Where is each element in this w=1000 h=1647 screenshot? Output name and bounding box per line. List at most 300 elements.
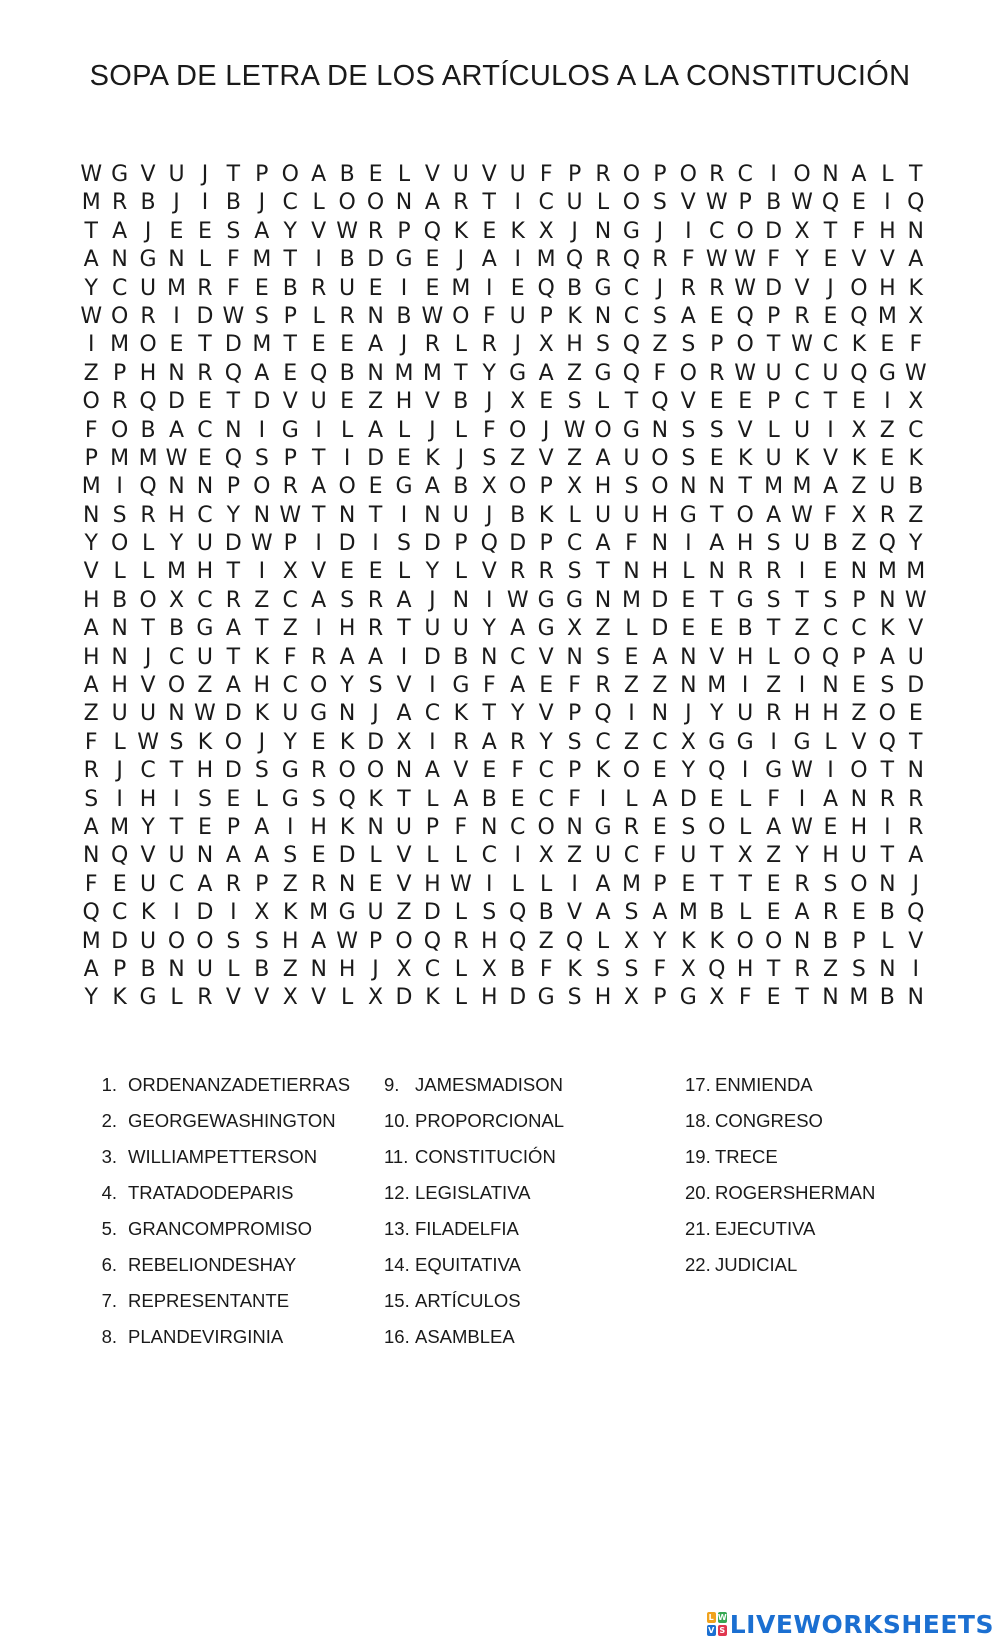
grid-cell[interactable]: M [167, 275, 186, 301]
grid-cell[interactable]: O [310, 673, 328, 699]
grid-cell[interactable]: J [116, 758, 123, 784]
grid-cell[interactable]: L [397, 162, 411, 187]
grid-cell[interactable]: P [567, 162, 582, 187]
grid-cell[interactable]: E [681, 616, 696, 642]
grid-cell[interactable]: O [622, 758, 641, 784]
grid-cell[interactable]: A [112, 218, 128, 244]
grid-cell[interactable]: C [908, 417, 924, 443]
grid-cell[interactable]: F [653, 360, 667, 386]
grid-cell[interactable]: R [623, 814, 640, 840]
grid-cell[interactable]: E [482, 758, 497, 784]
grid-cell[interactable]: R [794, 956, 810, 982]
word-search-grid[interactable] [77, 161, 930, 1013]
grid-cell[interactable]: Z [254, 587, 270, 613]
grid-cell[interactable]: L [113, 559, 126, 585]
grid-cell[interactable]: E [368, 162, 383, 187]
grid-cell[interactable]: J [372, 956, 379, 982]
grid-cell[interactable]: T [823, 389, 838, 415]
grid-cell[interactable]: Z [794, 616, 810, 642]
grid-cell[interactable]: N [879, 956, 896, 982]
grid-cell[interactable]: U [879, 474, 896, 500]
grid-cell[interactable]: T [766, 616, 781, 642]
grid-cell[interactable]: L [625, 616, 638, 642]
grid-cell[interactable]: P [738, 190, 752, 216]
grid-cell[interactable]: S [226, 218, 241, 244]
grid-cell[interactable]: J [685, 701, 692, 727]
grid-cell[interactable]: B [879, 900, 895, 926]
grid-cell[interactable]: U [196, 644, 213, 670]
grid-cell[interactable]: W [791, 814, 813, 840]
grid-cell[interactable]: V [424, 162, 440, 187]
grid-cell[interactable]: W [336, 218, 358, 244]
grid-cell[interactable]: E [340, 332, 355, 358]
grid-cell[interactable]: T [596, 559, 610, 585]
grid-cell[interactable]: A [481, 247, 497, 273]
grid-cell[interactable]: S [596, 332, 610, 358]
grid-cell[interactable]: N [907, 218, 924, 244]
grid-cell[interactable]: Z [879, 417, 895, 443]
grid-cell[interactable]: N [168, 474, 185, 500]
grid-cell[interactable]: K [681, 928, 696, 954]
grid-cell[interactable]: V [680, 389, 696, 415]
grid-cell[interactable]: H [736, 644, 754, 670]
grid-cell[interactable]: J [258, 190, 266, 216]
grid-cell[interactable]: L [113, 729, 126, 755]
grid-cell[interactable]: P [368, 928, 383, 954]
grid-cell[interactable]: E [851, 389, 866, 415]
grid-cell[interactable]: W [791, 758, 813, 784]
grid-cell[interactable]: O [878, 701, 896, 727]
grid-cell[interactable]: P [397, 218, 411, 244]
grid-cell[interactable]: Z [822, 956, 839, 982]
grid-cell[interactable]: C [282, 673, 298, 699]
grid-cell[interactable]: U [140, 928, 157, 954]
grid-cell[interactable]: Z [282, 956, 298, 982]
grid-cell[interactable]: C [822, 332, 839, 358]
grid-cell[interactable]: I [798, 786, 806, 812]
grid-cell[interactable]: V [396, 871, 412, 897]
grid-cell[interactable]: M [110, 814, 130, 840]
grid-cell[interactable]: N [907, 985, 924, 1011]
grid-cell[interactable]: Q [622, 332, 641, 358]
grid-cell[interactable]: P [283, 531, 297, 557]
grid-cell[interactable]: J [173, 190, 180, 216]
grid-cell[interactable]: G [566, 587, 584, 613]
grid-cell[interactable]: N [850, 559, 868, 585]
grid-cell[interactable]: A [453, 786, 469, 812]
grid-cell[interactable]: R [197, 360, 213, 386]
grid-cell[interactable]: K [453, 218, 469, 244]
grid-cell[interactable]: T [198, 332, 212, 358]
grid-cell[interactable]: L [739, 786, 752, 812]
grid-cell[interactable]: V [311, 985, 327, 1011]
grid-cell[interactable]: L [170, 985, 183, 1011]
grid-cell[interactable]: B [737, 616, 753, 642]
grid-cell[interactable]: N [338, 871, 356, 897]
grid-cell[interactable]: R [510, 559, 526, 585]
grid-cell[interactable]: I [741, 673, 749, 699]
grid-cell[interactable]: L [255, 786, 268, 812]
grid-cell[interactable]: Q [821, 190, 840, 216]
grid-cell[interactable]: N [424, 502, 441, 528]
grid-cell[interactable]: F [539, 956, 553, 982]
grid-cell[interactable]: R [908, 786, 924, 812]
grid-cell[interactable]: S [197, 786, 212, 812]
grid-cell[interactable]: R [311, 644, 327, 670]
grid-cell[interactable]: V [481, 162, 497, 187]
grid-cell[interactable]: E [368, 474, 383, 500]
grid-cell[interactable]: G [679, 502, 697, 528]
grid-cell[interactable]: C [197, 417, 213, 443]
grid-cell[interactable]: I [343, 445, 351, 471]
grid-cell[interactable]: X [538, 332, 554, 358]
grid-cell[interactable]: G [708, 729, 726, 755]
grid-cell[interactable]: L [568, 502, 581, 528]
grid-cell[interactable]: I [912, 956, 920, 982]
grid-cell[interactable]: R [453, 928, 469, 954]
grid-cell[interactable]: I [286, 814, 294, 840]
grid-cell[interactable]: U [452, 502, 469, 528]
grid-cell[interactable]: Y [425, 559, 440, 585]
grid-cell[interactable]: R [367, 218, 384, 244]
grid-cell[interactable]: A [311, 928, 327, 954]
grid-cell[interactable]: U [452, 162, 469, 187]
grid-cell[interactable]: R [453, 190, 469, 216]
grid-cell[interactable]: E [311, 332, 326, 358]
grid-cell[interactable]: I [884, 190, 891, 216]
grid-cell[interactable]: X [680, 729, 696, 755]
grid-cell[interactable]: M [877, 559, 897, 585]
grid-cell[interactable]: Q [622, 247, 641, 273]
grid-cell[interactable]: E [709, 389, 724, 415]
grid-cell[interactable]: H [594, 474, 612, 500]
grid-cell[interactable]: T [226, 162, 241, 187]
grid-cell[interactable]: W [250, 531, 273, 557]
grid-cell[interactable]: M [678, 900, 698, 926]
grid-cell[interactable]: A [652, 786, 668, 812]
grid-cell[interactable]: D [253, 389, 271, 415]
grid-cell[interactable]: S [681, 445, 696, 471]
grid-cell[interactable]: F [681, 247, 695, 273]
grid-cell[interactable]: U [367, 900, 384, 926]
grid-cell[interactable]: L [596, 190, 610, 216]
grid-cell[interactable]: R [197, 985, 213, 1011]
grid-cell[interactable]: J [457, 445, 465, 471]
grid-cell[interactable]: S [84, 786, 99, 812]
grid-cell[interactable]: B [282, 275, 298, 301]
grid-cell[interactable]: Q [708, 956, 726, 982]
grid-cell[interactable]: N [680, 474, 697, 500]
grid-cell[interactable]: T [311, 502, 326, 528]
grid-cell[interactable]: R [709, 360, 725, 386]
grid-cell[interactable]: E [197, 445, 212, 471]
grid-cell[interactable]: J [144, 218, 152, 244]
grid-cell[interactable]: R [879, 786, 895, 812]
grid-cell[interactable]: W [279, 502, 302, 528]
grid-cell[interactable]: N [338, 701, 356, 727]
grid-cell[interactable]: J [912, 871, 920, 897]
grid-cell[interactable]: B [538, 900, 554, 926]
grid-cell[interactable]: P [710, 332, 724, 358]
grid-cell[interactable]: N [168, 701, 185, 727]
grid-cell[interactable]: S [596, 956, 610, 982]
grid-cell[interactable]: R [311, 275, 327, 301]
grid-cell[interactable]: T [624, 389, 639, 415]
grid-cell[interactable]: J [258, 729, 266, 755]
grid-cell[interactable]: W [449, 871, 472, 897]
grid-cell[interactable]: S [567, 985, 582, 1011]
grid-cell[interactable]: R [538, 559, 554, 585]
grid-cell[interactable]: J [372, 701, 379, 727]
grid-cell[interactable]: N [82, 843, 100, 869]
grid-cell[interactable]: Q [821, 644, 840, 670]
grid-cell[interactable]: V [879, 247, 895, 273]
grid-cell[interactable]: N [168, 360, 185, 386]
grid-cell[interactable]: R [709, 275, 725, 301]
grid-cell[interactable]: A [822, 474, 838, 500]
grid-cell[interactable]: J [656, 218, 664, 244]
grid-cell[interactable]: E [908, 701, 923, 727]
grid-cell[interactable]: Y [283, 218, 297, 244]
grid-cell[interactable]: F [625, 531, 638, 557]
grid-cell[interactable]: F [84, 729, 98, 755]
grid-cell[interactable]: T [710, 843, 724, 869]
grid-cell[interactable]: B [254, 956, 270, 982]
grid-cell[interactable]: T [766, 956, 781, 982]
grid-cell[interactable]: E [681, 871, 696, 897]
grid-cell[interactable]: I [770, 729, 777, 755]
grid-cell[interactable]: I [173, 786, 180, 812]
grid-cell[interactable]: E [766, 985, 781, 1011]
grid-cell[interactable]: A [368, 644, 384, 670]
grid-cell[interactable]: F [568, 673, 581, 699]
grid-cell[interactable]: Q [139, 474, 157, 500]
grid-cell[interactable]: Q [509, 900, 527, 926]
grid-cell[interactable]: F [568, 786, 581, 812]
grid-cell[interactable]: M [536, 247, 556, 273]
grid-cell[interactable]: Z [396, 900, 412, 926]
grid-cell[interactable]: N [651, 701, 669, 727]
grid-cell[interactable]: U [907, 644, 924, 670]
grid-cell[interactable]: H [168, 502, 185, 528]
grid-cell[interactable]: K [851, 332, 867, 358]
grid-cell[interactable]: G [878, 360, 896, 386]
grid-cell[interactable]: H [822, 843, 839, 869]
grid-cell[interactable]: B [140, 190, 156, 216]
grid-cell[interactable]: K [880, 616, 895, 642]
grid-cell[interactable]: M [309, 900, 329, 926]
grid-cell[interactable]: V [794, 275, 810, 301]
grid-cell[interactable]: C [623, 275, 640, 301]
grid-cell[interactable]: K [339, 814, 355, 840]
grid-cell[interactable]: E [510, 786, 525, 812]
grid-cell[interactable]: V [396, 673, 412, 699]
grid-cell[interactable]: K [709, 928, 724, 954]
grid-cell[interactable]: E [482, 218, 497, 244]
grid-cell[interactable]: K [851, 445, 867, 471]
grid-cell[interactable]: M [764, 474, 784, 500]
grid-cell[interactable]: N [111, 247, 128, 273]
grid-cell[interactable]: A [254, 218, 270, 244]
grid-cell[interactable]: D [509, 531, 527, 557]
grid-cell[interactable]: T [141, 616, 155, 642]
grid-cell[interactable]: E [311, 843, 326, 869]
grid-cell[interactable]: P [852, 587, 866, 613]
grid-cell[interactable]: T [795, 985, 809, 1011]
grid-cell[interactable]: B [339, 247, 355, 273]
grid-cell[interactable]: G [196, 616, 214, 642]
grid-cell[interactable]: O [850, 275, 868, 301]
grid-cell[interactable]: Y [795, 843, 809, 869]
grid-cell[interactable]: L [198, 247, 212, 273]
grid-cell[interactable]: P [539, 531, 553, 557]
grid-cell[interactable]: I [628, 701, 635, 727]
grid-cell[interactable]: S [254, 303, 269, 329]
grid-cell[interactable]: N [196, 474, 214, 500]
grid-cell[interactable]: A [83, 616, 99, 642]
grid-cell[interactable]: J [542, 417, 550, 443]
grid-cell[interactable]: N [822, 673, 839, 699]
grid-cell[interactable]: D [367, 247, 385, 273]
grid-cell[interactable]: I [798, 673, 806, 699]
grid-cell[interactable]: R [680, 275, 696, 301]
grid-cell[interactable]: J [486, 502, 493, 528]
grid-cell[interactable]: S [823, 871, 838, 897]
grid-cell[interactable]: R [794, 871, 810, 897]
grid-cell[interactable]: W [506, 587, 529, 613]
grid-cell[interactable]: Z [652, 673, 668, 699]
grid-cell[interactable]: W [904, 360, 927, 386]
grid-cell[interactable]: F [227, 275, 240, 301]
grid-cell[interactable]: U [765, 360, 782, 386]
grid-cell[interactable]: O [708, 814, 726, 840]
grid-cell[interactable]: R [765, 701, 782, 727]
grid-cell[interactable]: U [196, 531, 213, 557]
grid-cell[interactable]: W [80, 162, 103, 187]
grid-cell[interactable]: M [138, 445, 158, 471]
grid-cell[interactable]: P [653, 162, 667, 187]
grid-cell[interactable]: N [708, 474, 725, 500]
grid-cell[interactable]: T [710, 587, 724, 613]
grid-cell[interactable]: G [736, 729, 754, 755]
grid-cell[interactable]: N [680, 673, 697, 699]
grid-cell[interactable]: L [739, 900, 752, 926]
grid-cell[interactable]: S [169, 729, 184, 755]
grid-cell[interactable]: X [794, 218, 810, 244]
grid-cell[interactable]: S [482, 900, 497, 926]
grid-cell[interactable]: V [140, 162, 156, 187]
grid-cell[interactable]: G [111, 162, 129, 187]
grid-cell[interactable]: I [770, 162, 777, 187]
grid-cell[interactable]: E [539, 673, 554, 699]
grid-cell[interactable]: L [540, 871, 553, 897]
grid-cell[interactable]: F [539, 162, 553, 187]
grid-cell[interactable]: K [595, 758, 611, 784]
grid-cell[interactable]: L [454, 956, 467, 982]
grid-cell[interactable]: E [851, 190, 866, 216]
grid-cell[interactable]: D [338, 843, 356, 869]
grid-cell[interactable]: D [367, 445, 385, 471]
grid-cell[interactable]: O [850, 758, 868, 784]
grid-cell[interactable]: E [311, 729, 326, 755]
grid-cell[interactable]: Y [84, 531, 98, 557]
grid-cell[interactable]: E [397, 445, 411, 471]
grid-cell[interactable]: K [908, 445, 923, 471]
grid-cell[interactable]: G [395, 474, 413, 500]
grid-cell[interactable]: C [538, 786, 554, 812]
grid-cell[interactable]: V [282, 389, 298, 415]
grid-cell[interactable]: L [340, 985, 354, 1011]
grid-cell[interactable]: U [793, 531, 811, 557]
grid-cell[interactable]: Z [83, 701, 99, 727]
grid-cell[interactable]: X [709, 985, 725, 1011]
grid-cell[interactable]: C [623, 303, 640, 329]
grid-cell[interactable]: Z [766, 843, 782, 869]
grid-cell[interactable]: C [510, 644, 526, 670]
grid-cell[interactable]: B [879, 985, 895, 1011]
grid-cell[interactable]: R [765, 559, 782, 585]
grid-cell[interactable]: E [197, 814, 212, 840]
grid-cell[interactable]: H [82, 644, 100, 670]
grid-cell[interactable]: A [424, 190, 440, 216]
grid-cell[interactable]: X [538, 218, 554, 244]
grid-cell[interactable]: I [315, 417, 322, 443]
grid-cell[interactable]: A [851, 162, 867, 187]
grid-cell[interactable]: E [709, 303, 724, 329]
grid-cell[interactable]: D [423, 900, 441, 926]
grid-cell[interactable]: D [509, 985, 527, 1011]
grid-cell[interactable]: I [315, 616, 322, 642]
grid-cell[interactable]: H [139, 360, 157, 386]
grid-cell[interactable]: O [537, 814, 555, 840]
grid-cell[interactable]: D [679, 786, 697, 812]
grid-cell[interactable]: D [367, 729, 385, 755]
grid-cell[interactable]: N [680, 644, 697, 670]
grid-cell[interactable]: T [482, 701, 496, 727]
grid-cell[interactable]: O [338, 190, 356, 216]
grid-cell[interactable]: R [453, 729, 469, 755]
grid-cell[interactable]: Q [565, 928, 584, 954]
grid-cell[interactable]: O [793, 162, 811, 187]
grid-cell[interactable]: T [255, 616, 269, 642]
grid-cell[interactable]: W [705, 247, 728, 273]
grid-cell[interactable]: Q [708, 758, 726, 784]
grid-cell[interactable]: H [879, 218, 896, 244]
grid-cell[interactable]: H [253, 673, 271, 699]
grid-cell[interactable]: N [594, 218, 612, 244]
grid-cell[interactable]: Q [423, 218, 442, 244]
grid-cell[interactable]: G [537, 587, 555, 613]
grid-cell[interactable]: U [424, 616, 441, 642]
grid-cell[interactable]: D [907, 673, 925, 699]
grid-cell[interactable]: L [511, 871, 524, 897]
grid-cell[interactable]: S [254, 928, 269, 954]
grid-cell[interactable]: O [651, 474, 669, 500]
grid-cell[interactable]: N [566, 644, 583, 670]
grid-cell[interactable]: G [281, 417, 299, 443]
grid-cell[interactable]: X [254, 900, 270, 926]
grid-cell[interactable]: X [737, 843, 753, 869]
grid-cell[interactable]: A [794, 900, 810, 926]
grid-cell[interactable]: T [226, 644, 241, 670]
grid-cell[interactable]: F [482, 417, 496, 443]
grid-cell[interactable]: O [139, 332, 157, 358]
grid-cell[interactable]: F [852, 218, 866, 244]
grid-cell[interactable]: K [368, 786, 383, 812]
grid-cell[interactable]: H [338, 616, 356, 642]
grid-cell[interactable]: Q [878, 729, 896, 755]
grid-cell[interactable]: F [482, 303, 496, 329]
